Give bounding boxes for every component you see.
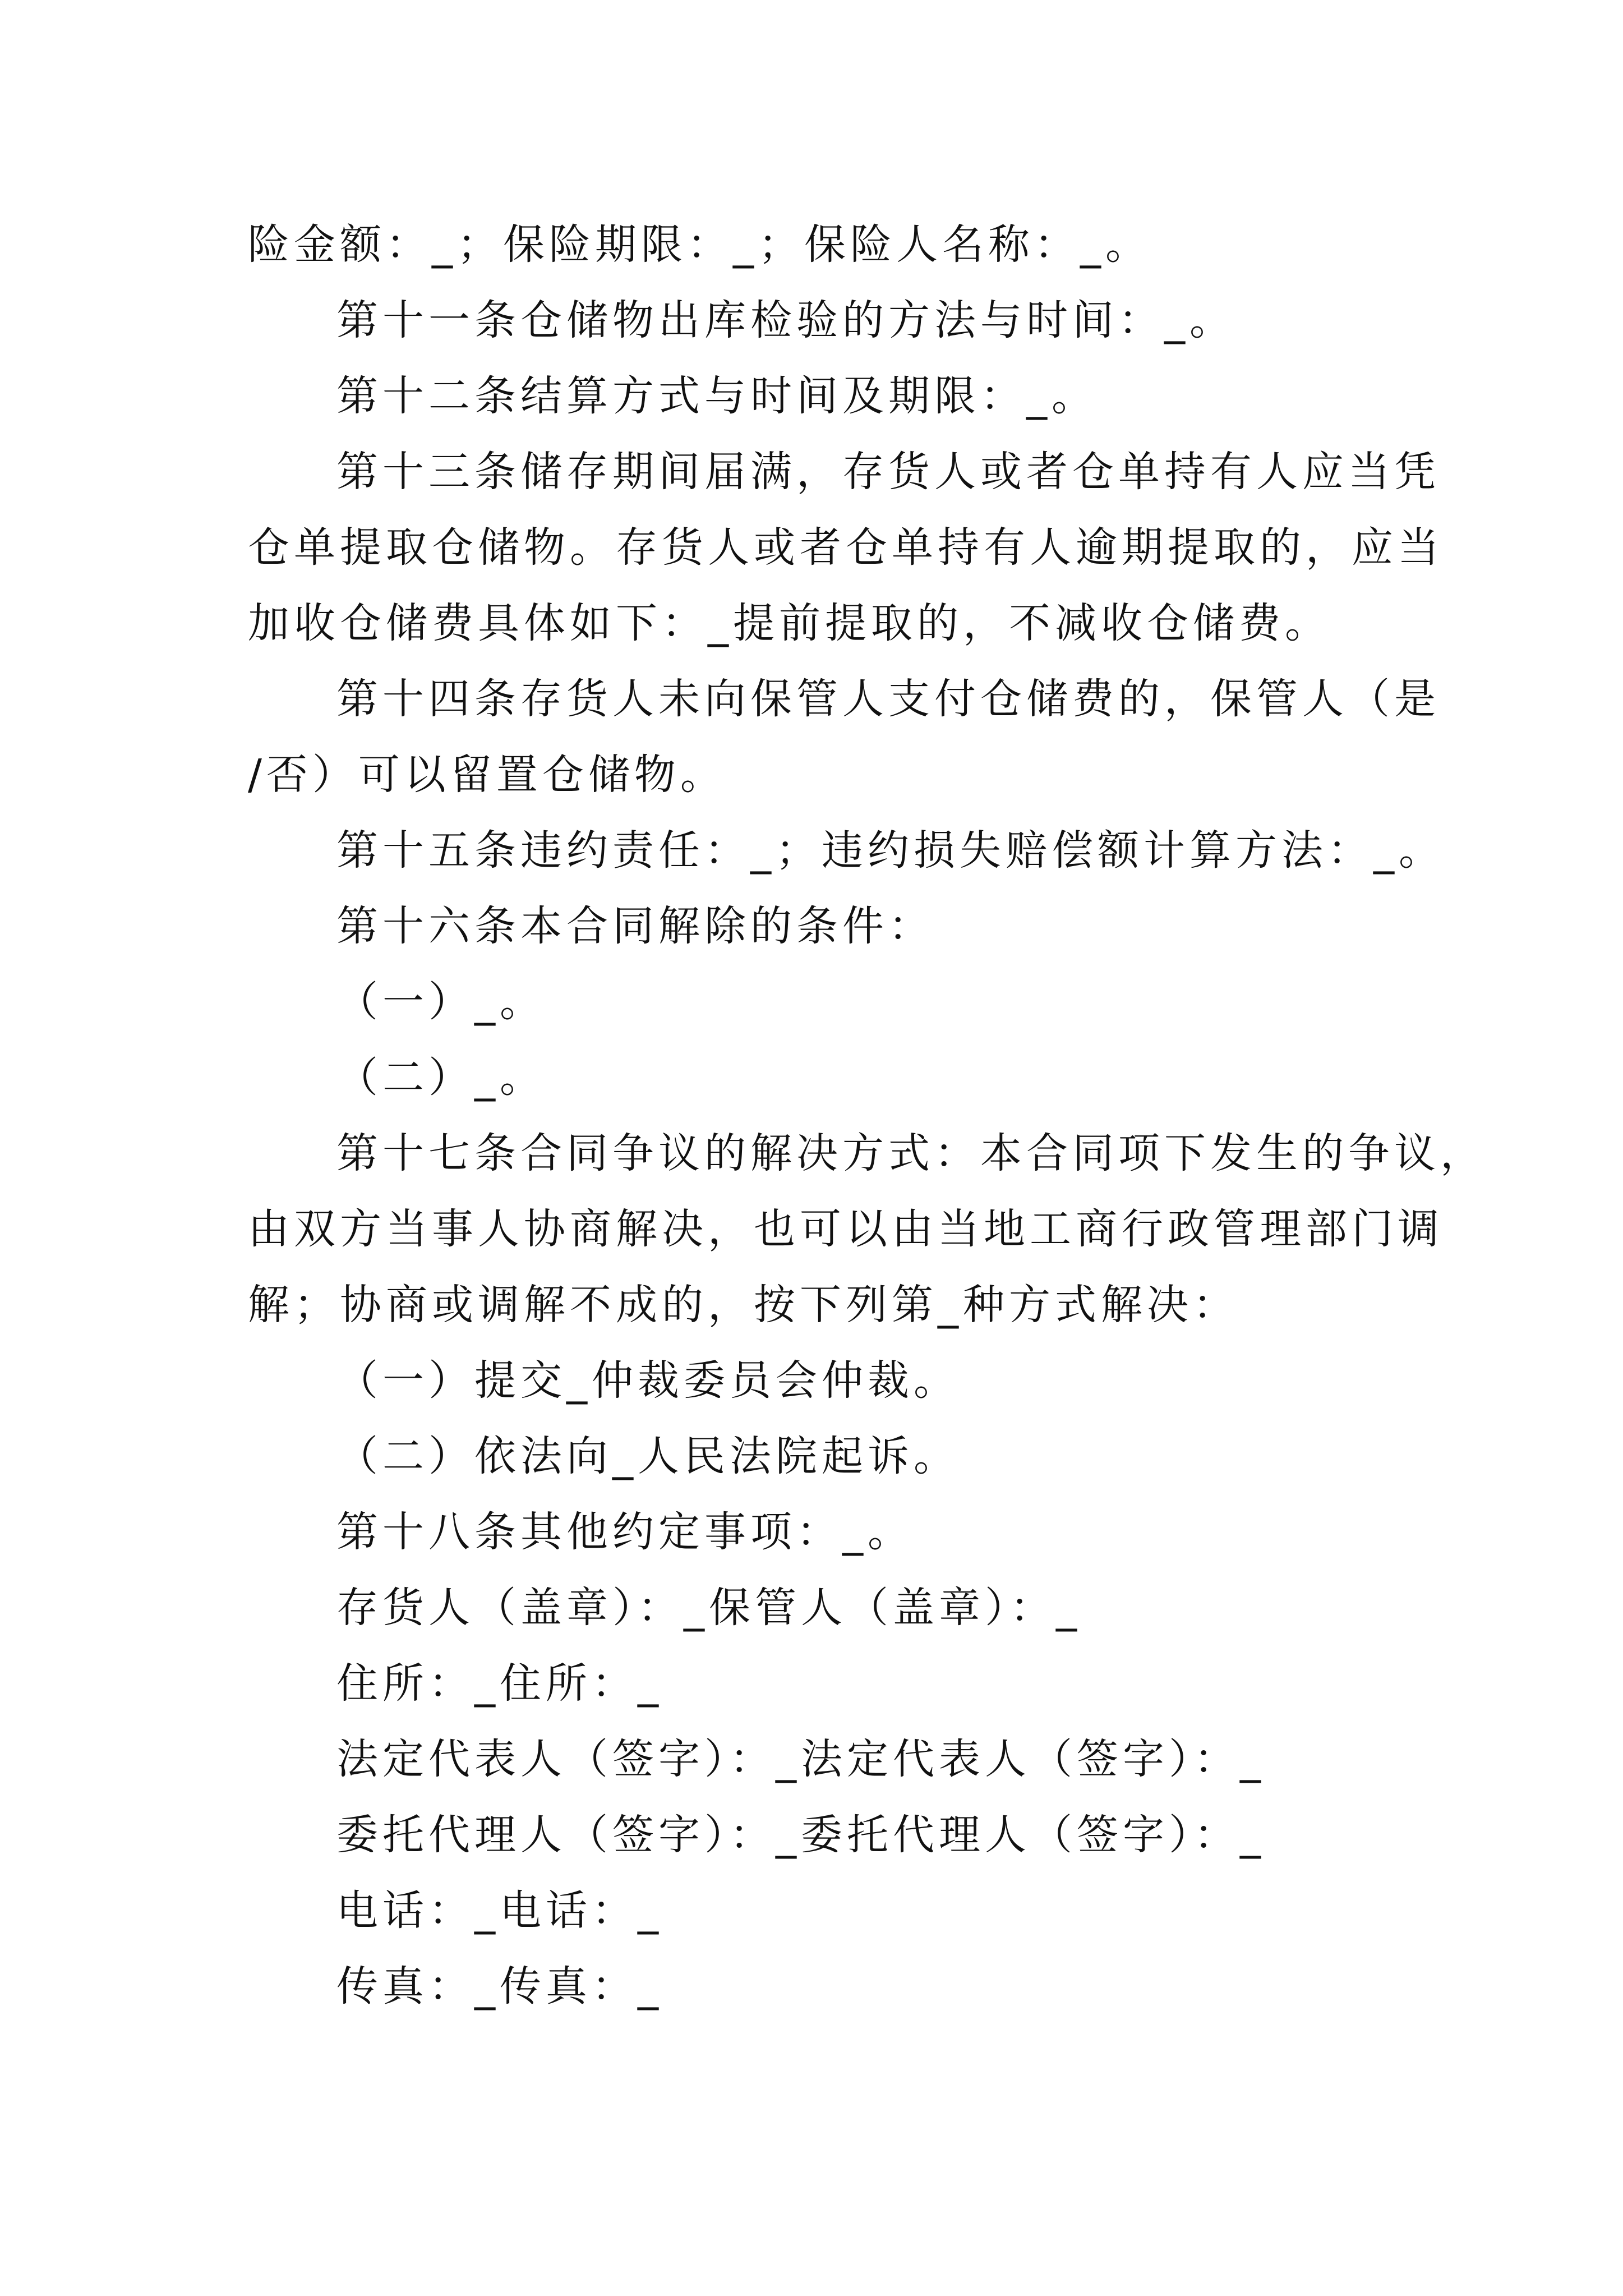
article-13-line-3: 加收仓储费具体如下：_提前提取的，不减收仓储费。 — [248, 599, 1331, 647]
signature-agent-row: 委托代理人（签字）：_委托代理人（签字）：_ — [336, 1811, 1265, 1859]
signature-address-row: 住所：_住所：_ — [336, 1659, 663, 1708]
article-17-line-3: 解；协商或调解不成的，按下列第_种方式解决： — [248, 1281, 1239, 1329]
article-17-line-2: 由双方当事人协商解决，也可以由当地工商行政管理部门调 — [248, 1205, 1444, 1253]
article-15: 第十五条违约责任：_；违约损失赔偿额计算方法：_。 — [336, 826, 1445, 875]
signature-legal-rep-row: 法定代表人（签字）：_法定代表人（签字）：_ — [336, 1735, 1265, 1783]
article-18: 第十八条其他约定事项：_。 — [336, 1508, 914, 1556]
article-13-line-2: 仓单提取仓储物。存货人或者仓单持有人逾期提取的，应当 — [248, 523, 1444, 572]
signature-phone-row: 电话：_电话：_ — [336, 1887, 663, 1935]
article-13-line-1: 第十三条储存期间届满，存货人或者仓单持有人应当凭 — [336, 448, 1440, 496]
article-14-line-2: /否）可以留置仓储物。 — [248, 751, 726, 799]
article-16-item-1: （一）_。 — [336, 978, 546, 1026]
article-14-line-1: 第十四条存货人未向保管人支付仓储费的，保管人（是 — [336, 675, 1440, 723]
article-11: 第十一条仓储物出库检验的方法与时间：_。 — [336, 296, 1235, 344]
article-17-option-1: （一）提交_仲裁委员会仲裁。 — [336, 1356, 960, 1405]
article-16: 第十六条本合同解除的条件： — [336, 902, 934, 950]
paragraph-insurance-continuation: 险金额：_；保险期限：_；保险人名称：_。 — [248, 220, 1151, 269]
article-12: 第十二条结算方式与时间及期限：_。 — [336, 372, 1098, 420]
article-17-line-1: 第十七条合同争议的解决方式：本合同项下发生的争议， — [336, 1129, 1486, 1177]
signature-seal-row: 存货人（盖章）：_保管人（盖章）：_ — [336, 1584, 1081, 1632]
signature-fax-row: 传真：_传真：_ — [336, 1962, 663, 2010]
article-16-item-2: （二）_。 — [336, 1053, 546, 1102]
article-17-option-2: （二）依法向_人民法院起诉。 — [336, 1432, 960, 1480]
